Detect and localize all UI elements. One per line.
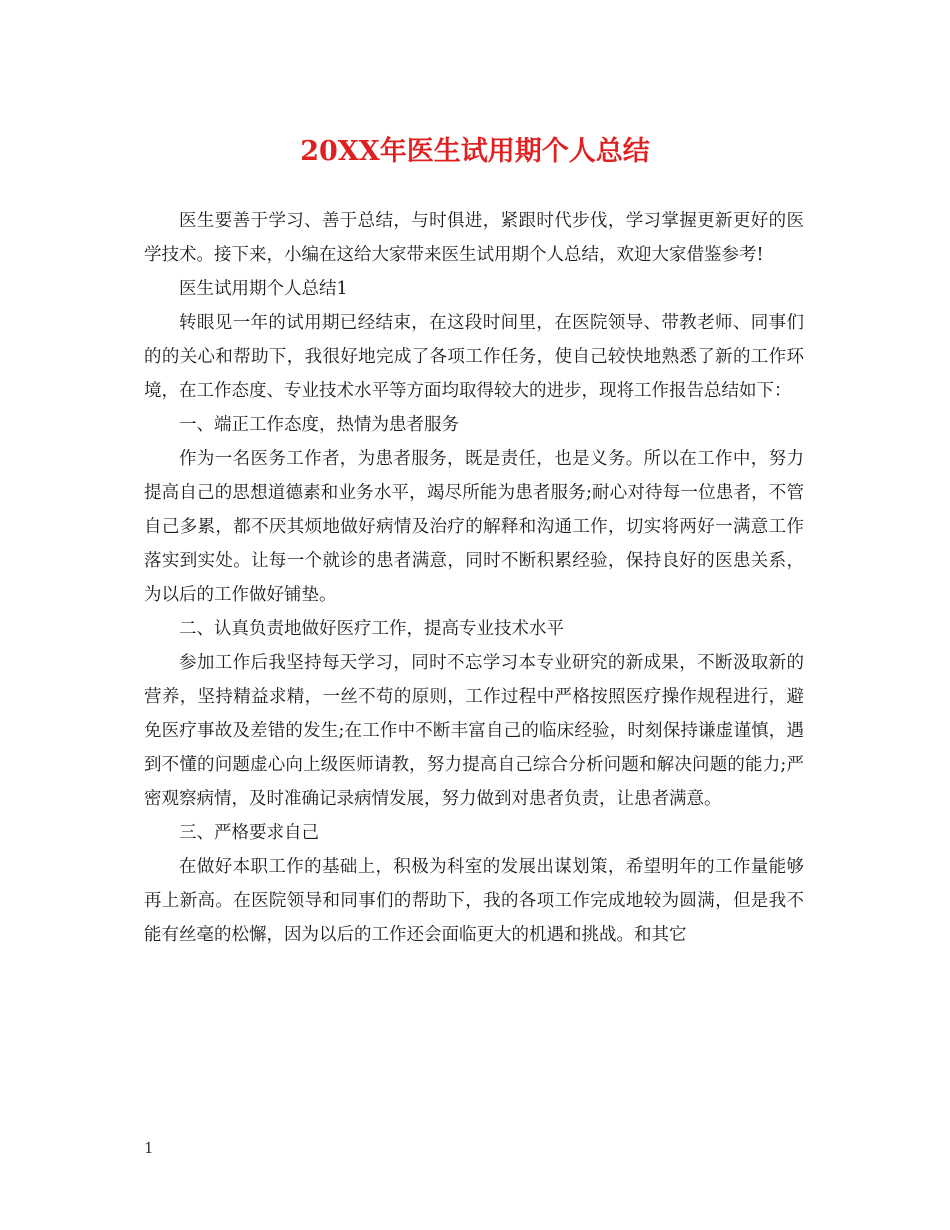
paragraph-attitude: 作为一名医务工作者，为患者服务，既是责任，也是义务。所以在工作中，努力提高自己的思想道德素和业务水平，竭尽所能为患者服务;耐心对待每一位患者，不管自己多累，都不厌其烦地做好病情及治疗的解释和沟通工作，切实将两好一满意工作落实到实处。让每一个就诊的患者满意，同时不断积累经验，保持良好的医患关系，为以后的工作做好铺垫。 <box>144 449 804 605</box>
paragraph-overview: 转眼见一年的试用期已经结束，在这段时间里，在医院领导、带教老师、同事们的的关心和帮助下，我很好地完成了各项工作任务，使自己较快地熟悉了新的工作环境，在工作态度、专业技术水平等方面均取得较大的进步，现将工作报告总结如下： <box>144 313 804 401</box>
section-heading-medical-work: 二、认真负责地做好医疗工作，提高专业技术水平 <box>179 619 564 639</box>
paragraph-medical-work: 参加工作后我坚持每天学习，同时不忘学习本专业研究的新成果，不断汲取新的营养，坚持精益求精，一丝不苟的原则，工作过程中严格按照医疗操作规程进行，避免医疗事故及差错的发生;在工作中不断丰富自己的临床经验，时刻保持谦虚谨慎，遇到不懂的问题虚心向上级医师请教，努力提高自己综合分析问题和解决问题的能力;严密观察病情，及时准确记录病情发展，努力做到对患者负责，让患者满意。 <box>144 653 804 809</box>
document-body <box>144 204 804 952</box>
paragraph-self-discipline: 在做好本职工作的基础上，积极为科室的发展出谋划策，希望明年的工作量能够再上新高。在医院领导和同事们的帮助下，我的各项工作完成地较为圆满，但是我不能有丝毫的松懈，因为以后的工作还会面临更大的机遇和挑战。和其它 <box>144 857 804 945</box>
paragraph-intro: 医生要善于学习、善于总结，与时俱进，紧跟时代步伐，学习掌握更新更好的医学技术。接下来，小编在这给大家带来医生试用期个人总结，欢迎大家借鉴参考! <box>144 211 804 265</box>
section-heading-self-discipline: 三、严格要求自己 <box>179 823 319 843</box>
page-number: 1 <box>144 1139 154 1157</box>
document-title: 20XX年医生试用期个人总结 <box>300 136 650 167</box>
section-heading-attitude: 一、端正工作态度，热情为患者服务 <box>179 415 459 435</box>
section-heading-summary-1: 医生试用期个人总结1 <box>179 279 348 299</box>
